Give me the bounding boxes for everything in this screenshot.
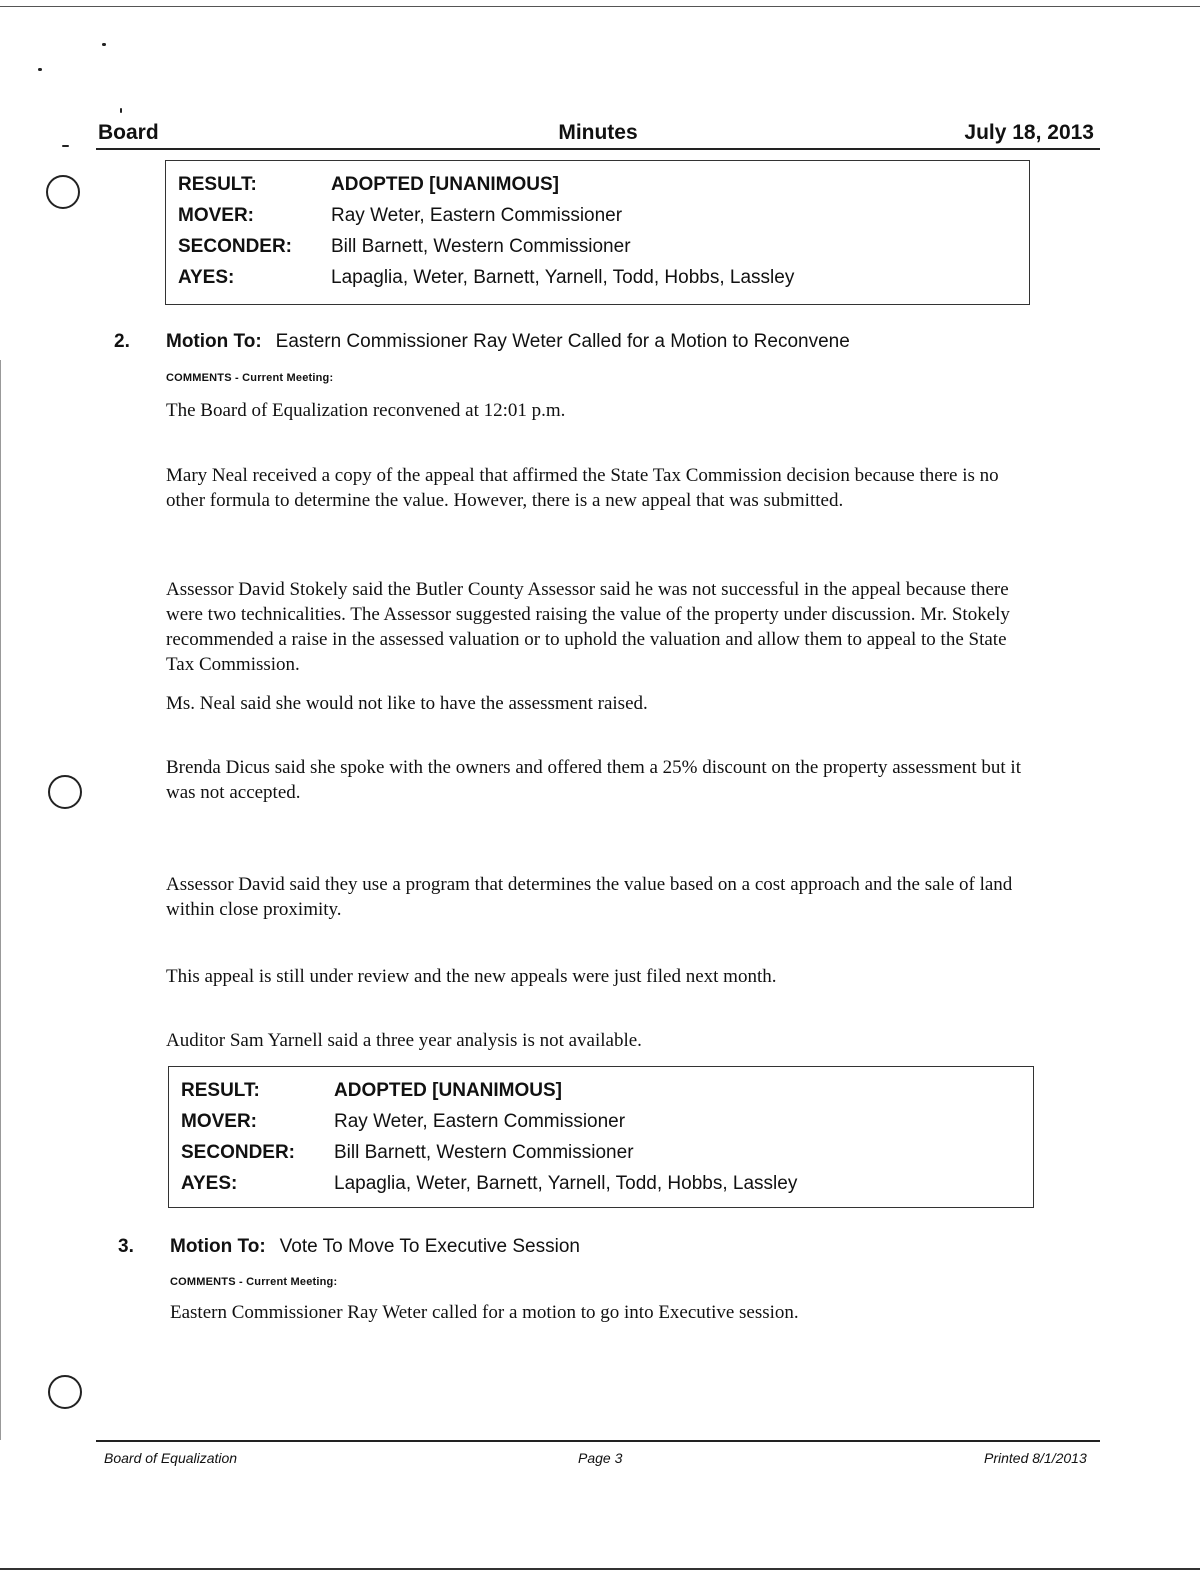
mover-value: Ray Weter, Eastern Commissioner <box>334 1110 626 1132</box>
minutes-paragraph: Eastern Commissioner Ray Weter called for a motion to go into Executive session. <box>170 1302 799 1323</box>
result-row <box>181 1075 1021 1106</box>
punch-hole <box>46 175 80 209</box>
vote-result-box-2 <box>168 1066 1034 1208</box>
mover-row <box>178 200 1017 231</box>
seconder-row <box>178 231 1017 262</box>
motion-text: Vote To Move To Executive Session <box>279 1236 580 1257</box>
minutes-paragraph: Assessor David said they use a program that determines the value based on a cost approach and the sale of land within close proximity. <box>166 874 1013 920</box>
vote-result-box-1 <box>165 160 1030 305</box>
punch-hole <box>48 775 82 809</box>
comments-label: COMMENTS - Current Meeting: <box>170 1276 338 1288</box>
scan-speck <box>38 68 42 71</box>
minutes-paragraph: Mary Neal received a copy of the appeal that affirmed the State Tax Commission decision because there is no other formula to determine the value. However, there is a new appeal that was submitted. <box>166 465 999 511</box>
scan-speck <box>120 108 122 113</box>
minutes-paragraph: Assessor David Stokely said the Butler County Assessor said he was not successful in the appeal because there were two technicalities. The Assessor suggested raising the value of the property under discussion. Mr. Stokely recommended a raise in the assessed valuation or to uphold the valuation and allow them to appeal to the State Tax Commission. <box>166 579 1010 675</box>
seconder-value: Bill Barnett, Western Commissioner <box>334 1141 634 1163</box>
result-row <box>178 169 1017 200</box>
motion-3-heading <box>118 1236 580 1258</box>
minutes-paragraph: Brenda Dicus said she spoke with the owners and offered them a 25% discount on the property assessment but it was not accepted. <box>166 757 1021 803</box>
scan-speck <box>102 43 106 46</box>
minutes-paragraph: Ms. Neal said she would not like to have the assessment raised. <box>166 693 648 714</box>
mover-label: MOVER: <box>181 1110 257 1132</box>
result-value: ADOPTED [UNANIMOUS] <box>331 173 559 195</box>
footer-page-number: Page 3 <box>578 1450 623 1466</box>
ayes-row <box>178 262 1017 293</box>
comments-label: COMMENTS - Current Meeting: <box>166 372 334 384</box>
scan-bottom-edge <box>0 1568 1200 1570</box>
seconder-value: Bill Barnett, Western Commissioner <box>331 235 631 257</box>
motion-number: 2. <box>114 331 130 352</box>
ayes-label: AYES: <box>181 1172 238 1194</box>
header-minutes: Minutes <box>558 121 638 144</box>
scan-left-edge <box>0 360 1 1440</box>
scan-speck <box>62 145 69 147</box>
scan-top-edge <box>0 6 1200 7</box>
result-label: RESULT: <box>181 1079 260 1101</box>
motion-2-heading <box>114 331 850 353</box>
seconder-label: SECONDER: <box>178 235 293 257</box>
ayes-label: AYES: <box>178 266 235 288</box>
motion-number: 3. <box>118 1236 134 1257</box>
punch-hole <box>48 1375 82 1409</box>
ayes-value: Lapaglia, Weter, Barnett, Yarnell, Todd, Hobbs, Lassley <box>331 266 795 288</box>
header-board: Board <box>98 121 159 144</box>
ayes-row <box>181 1168 1021 1199</box>
seconder-label: SECONDER: <box>181 1141 296 1163</box>
mover-value: Ray Weter, Eastern Commissioner <box>331 204 623 226</box>
footer-printed-date: Printed 8/1/2013 <box>984 1450 1087 1466</box>
header-date: July 18, 2013 <box>964 121 1094 144</box>
mover-label: MOVER: <box>178 204 254 226</box>
motion-text: Eastern Commissioner Ray Weter Called for a Motion to Reconvene <box>275 331 850 352</box>
footer-left: Board of Equalization <box>104 1450 238 1466</box>
motion-label: Motion To: <box>170 1236 266 1257</box>
motion-label: Motion To: <box>166 331 262 352</box>
result-label: RESULT: <box>178 173 257 195</box>
minutes-paragraph: This appeal is still under review and the new appeals were just filed next month. <box>166 966 777 987</box>
minutes-paragraph: Auditor Sam Yarnell said a three year analysis is not available. <box>166 1030 642 1051</box>
page-header <box>96 118 1100 150</box>
mover-row <box>181 1106 1021 1137</box>
result-value: ADOPTED [UNANIMOUS] <box>334 1079 562 1101</box>
minutes-paragraph: The Board of Equalization reconvened at 12:01 p.m. <box>166 400 566 421</box>
footer-rule <box>96 1440 1100 1442</box>
ayes-value: Lapaglia, Weter, Barnett, Yarnell, Todd, Hobbs, Lassley <box>334 1172 798 1194</box>
seconder-row <box>181 1137 1021 1168</box>
